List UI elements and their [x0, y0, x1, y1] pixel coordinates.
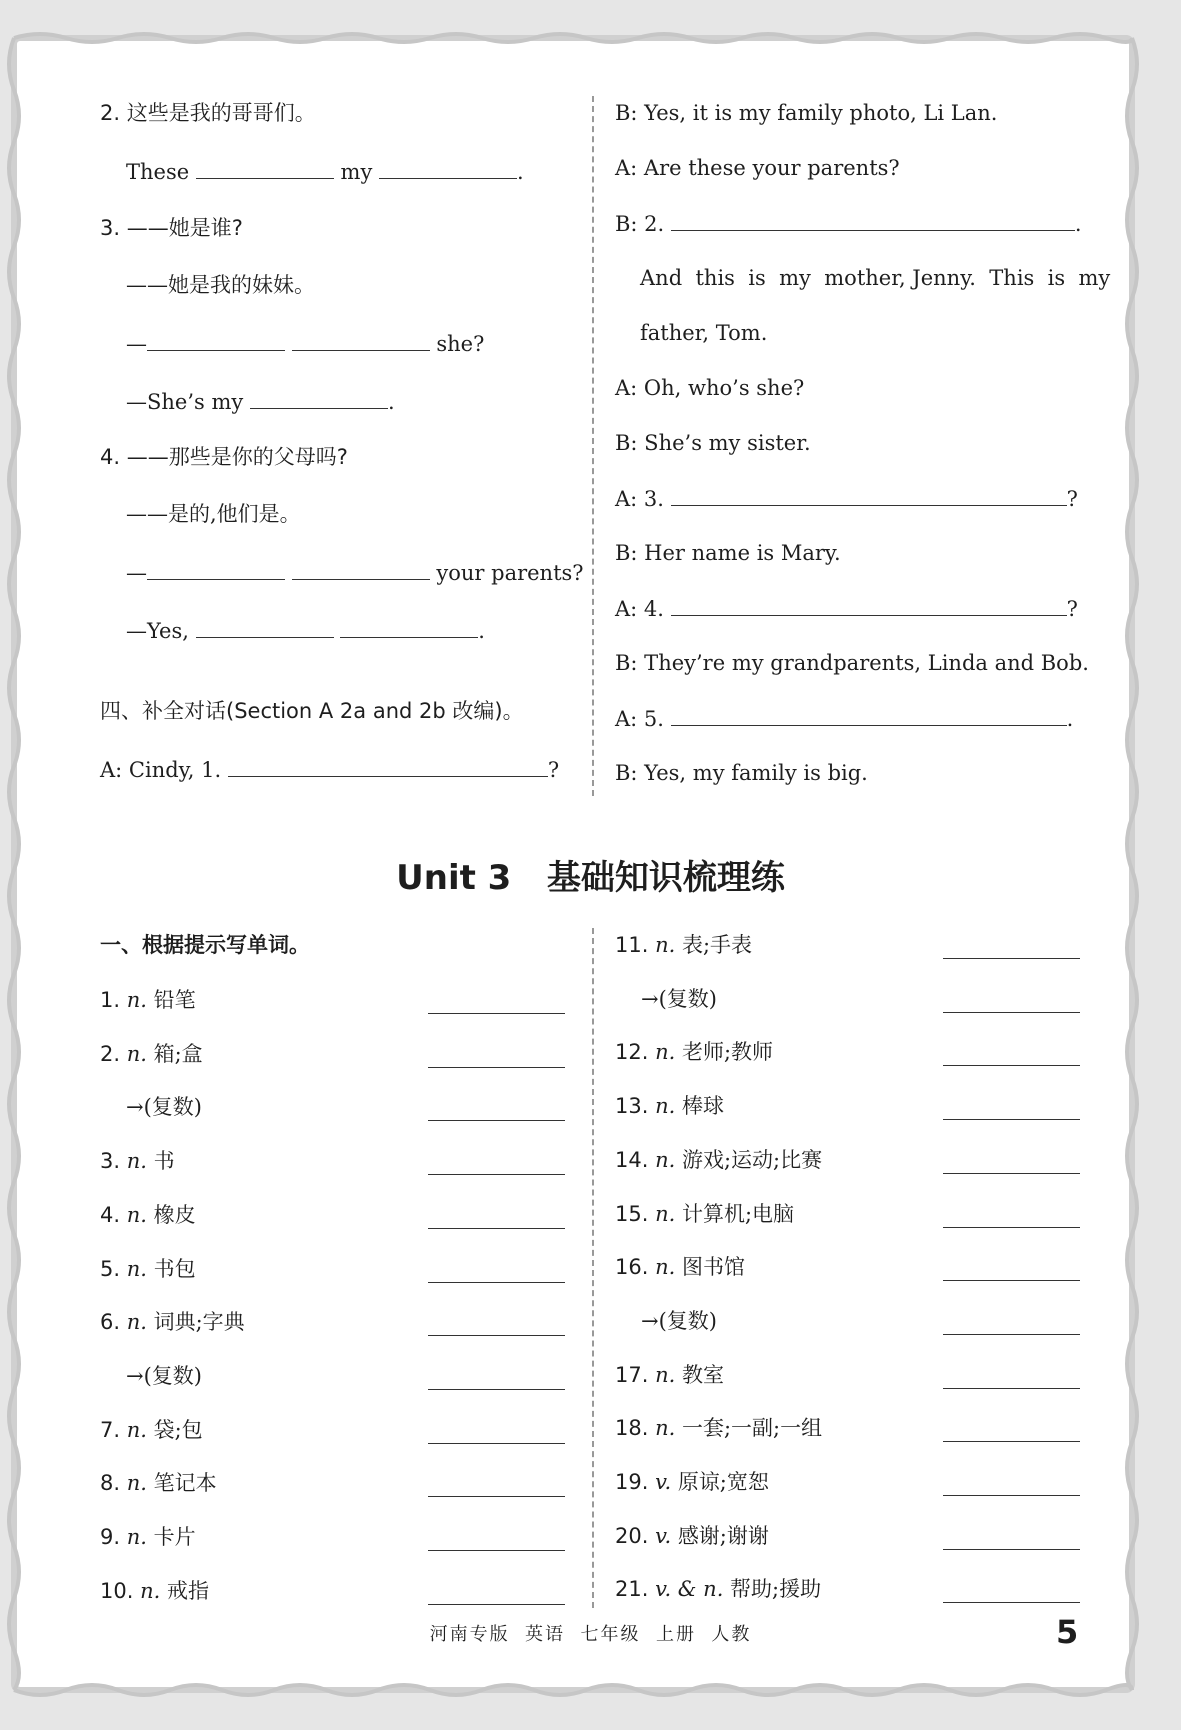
vocab-answer-line[interactable]	[428, 1387, 565, 1390]
vocab-item	[615, 1574, 821, 1604]
vocab-item-text: →(复数)	[126, 1095, 202, 1120]
vocab-item	[100, 1415, 203, 1445]
vocab-item	[100, 1039, 203, 1069]
page-number: 5	[1056, 1613, 1079, 1651]
vocab-item-number: 21.	[615, 1577, 656, 1602]
vocab-item-text: 书包	[153, 1256, 196, 1281]
vocab-item-pos: n.	[126, 1525, 154, 1549]
column-divider-bottom	[592, 928, 594, 1608]
vocab-item-number: 8.	[100, 1471, 127, 1496]
vocab-item-number: 6.	[100, 1310, 127, 1335]
dialog-b3: B: She’s my sister.	[615, 431, 811, 455]
vocab-item	[100, 1522, 196, 1552]
vocab-item-text: →(复数)	[126, 1363, 202, 1388]
vocab-item	[641, 1306, 717, 1336]
vocab-item-text: 原谅;宽恕	[677, 1470, 769, 1494]
vocab-item-pos: v. & n.	[655, 1577, 731, 1602]
vocab-answer-line[interactable]	[428, 1602, 565, 1605]
footer: 河南专版 英语 七年级 上册 人教	[429, 1624, 752, 1645]
vocab-answer-line[interactable]	[943, 956, 1080, 959]
vocab-item-number: 17.	[615, 1362, 656, 1387]
unit-title: Unit 3 基础知识梳理练	[396, 858, 785, 898]
vocab-item	[100, 1307, 245, 1337]
vocab-item-pos: n.	[126, 1256, 154, 1281]
vocab-item-text: 游戏;运动;比赛	[681, 1147, 823, 1172]
vocab-item-text: 橡皮	[153, 1202, 196, 1227]
dialog-a5: A: 4. ?	[615, 593, 1078, 624]
vocab-item-text: →(复数)	[641, 1308, 717, 1333]
vocab-item	[641, 984, 717, 1014]
vocab-section-title: 一、根据提示写单词。	[100, 933, 310, 957]
dialog-a1: A: Cindy, 1. ?	[100, 754, 559, 785]
vocab-item-pos: n.	[655, 1040, 682, 1065]
vocab-item	[126, 1092, 202, 1122]
vocab-answer-line[interactable]	[428, 1065, 565, 1068]
vocab-item	[100, 1468, 217, 1498]
dialog-a4: A: 3. ?	[615, 483, 1078, 514]
vocab-item-text: 感谢;谢谢	[677, 1523, 769, 1548]
vocab-item	[615, 1199, 794, 1229]
vocab-item-pos: n.	[126, 1471, 154, 1496]
vocab-item	[615, 1467, 769, 1497]
q3-blank-2[interactable]	[292, 328, 430, 351]
dialog-a3: A: Oh, who’s she?	[615, 376, 805, 400]
vocab-answer-line[interactable]	[428, 1172, 565, 1175]
dialog-b4: B: Her name is Mary.	[615, 541, 841, 565]
q4-chinese: 4. ——那些是你的父母吗?	[100, 445, 348, 469]
vocab-item-number: 20.	[615, 1523, 656, 1548]
q3-blank-1[interactable]	[147, 328, 285, 351]
vocab-item-number: 19.	[615, 1470, 656, 1494]
q4-english-2: —Yes, .	[126, 615, 485, 646]
vocab-item-pos: n.	[126, 988, 154, 1012]
column-divider-top	[592, 96, 594, 796]
vocab-item-text: 教室	[681, 1362, 724, 1387]
vocab-item	[615, 1360, 724, 1390]
vocab-item-text: →(复数)	[641, 986, 717, 1011]
vocab-item-text: 词典;字典	[153, 1310, 245, 1335]
vocab-item	[100, 1146, 175, 1176]
vocab-item	[615, 1091, 724, 1121]
vocab-item	[615, 1413, 822, 1443]
q3-blank-3[interactable]	[250, 386, 388, 409]
vocab-answer-line[interactable]	[428, 1011, 565, 1014]
q3-chinese-2: ——她是我的妹妹。	[126, 273, 315, 297]
vocab-item-text: 书	[153, 1149, 175, 1174]
vocab-item	[615, 1521, 769, 1551]
vocab-answer-line[interactable]	[943, 1117, 1080, 1120]
vocab-answer-line[interactable]	[428, 1494, 565, 1497]
vocab-answer-line[interactable]	[428, 1548, 565, 1551]
dialog-blank-1[interactable]	[228, 754, 548, 777]
q3-english: — she?	[126, 328, 484, 359]
q3-english-2: —She’s my .	[126, 386, 395, 417]
vocab-item-pos: n.	[655, 1201, 682, 1226]
q2-chinese: 2. 这些是我的哥哥们。	[100, 101, 316, 125]
dialog-b1: B: Yes, it is my family photo, Li Lan.	[615, 101, 998, 125]
vocab-item-text: 老师;教师	[681, 1040, 774, 1065]
vocab-answer-line[interactable]	[428, 1441, 565, 1444]
vocab-item	[100, 1576, 209, 1606]
dialog-b2: B: 2. .	[615, 208, 1082, 239]
vocab-item	[615, 1037, 773, 1067]
q4-english: — your parents?	[126, 557, 584, 588]
vocab-item-text: 棒球	[681, 1094, 724, 1119]
vocab-answer-line[interactable]	[943, 1010, 1080, 1013]
vocab-item	[126, 1361, 202, 1391]
vocab-answer-line[interactable]	[428, 1226, 565, 1229]
vocab-answer-line[interactable]	[943, 1332, 1080, 1335]
vocab-answer-line[interactable]	[943, 1600, 1080, 1603]
vocab-item-text: 帮助;援助	[730, 1577, 822, 1602]
vocab-item-pos: n.	[126, 1149, 154, 1174]
vocab-item-number: 7.	[100, 1417, 127, 1442]
vocab-item-number: 1.	[100, 988, 127, 1012]
vocab-item-number: 15.	[615, 1201, 656, 1226]
vocab-item-pos: v.	[655, 1470, 678, 1494]
vocab-answer-line[interactable]	[428, 1280, 565, 1283]
dialog-b5: B: They’re my grandparents, Linda and Bob.	[615, 651, 1089, 675]
vocab-item-text: 袋;包	[153, 1417, 203, 1442]
vocab-item-number: 9.	[100, 1525, 127, 1549]
vocab-item-pos: n.	[655, 1255, 682, 1280]
vocab-answer-line[interactable]	[943, 1278, 1080, 1281]
dialog-b2-cont-1: And this is my mother, Jenny. This is my	[640, 266, 1111, 290]
dialog-b6: B: Yes, my family is big.	[615, 761, 868, 785]
dialog-a2: A: Are these your parents?	[615, 156, 900, 180]
q3-chinese: 3. ——她是谁?	[100, 216, 243, 240]
vocab-item	[615, 1145, 822, 1175]
q2-english: These my .	[126, 156, 524, 187]
q4-blank-2[interactable]	[292, 557, 430, 580]
vocab-item-text: 一套;一副;一组	[681, 1416, 823, 1441]
vocab-item-number: 11.	[615, 933, 656, 957]
vocab-item-number: 5.	[100, 1256, 127, 1281]
vocab-item-text: 铅笔	[153, 988, 196, 1012]
vocab-answer-line[interactable]	[428, 1118, 565, 1121]
vocab-item-text: 笔记本	[153, 1471, 217, 1496]
vocab-item	[100, 1254, 196, 1284]
dialog-a6: A: 5. .	[615, 703, 1073, 734]
vocab-item	[100, 985, 196, 1015]
dialog-blank-2[interactable]	[671, 208, 1075, 231]
vocab-item-number: 3.	[100, 1149, 127, 1174]
vocab-item-number: 18.	[615, 1416, 656, 1441]
vocab-item-text: 戒指	[166, 1578, 209, 1603]
vocab-item-number: 13.	[615, 1094, 656, 1119]
vocab-answer-line[interactable]	[943, 1063, 1080, 1066]
dialog-blank-5[interactable]	[671, 703, 1067, 726]
vocab-item-pos: n.	[126, 1041, 154, 1066]
vocab-item-text: 计算机;电脑	[681, 1201, 795, 1226]
vocab-item-text: 图书馆	[681, 1255, 745, 1280]
vocab-item-pos: n.	[655, 1416, 682, 1441]
vocab-item-pos: n.	[655, 1147, 682, 1172]
dialog-blank-4[interactable]	[671, 593, 1067, 616]
vocab-item-number: 2.	[100, 1041, 127, 1066]
vocab-answer-line[interactable]	[943, 1547, 1080, 1550]
dialog-blank-3[interactable]	[671, 483, 1067, 506]
vocab-item-text: 箱;盒	[153, 1041, 203, 1066]
vocab-item	[615, 1252, 745, 1282]
vocab-item-pos: n.	[126, 1202, 154, 1227]
q4-blank-3[interactable]	[196, 615, 334, 638]
vocab-item-pos: n.	[140, 1578, 167, 1603]
vocab-answer-line[interactable]	[428, 1333, 565, 1336]
vocab-answer-line[interactable]	[943, 1493, 1080, 1496]
q4-blank-1[interactable]	[147, 557, 285, 580]
section-4-title: 四、补全对话(Section A 2a and 2b 改编)。	[100, 699, 524, 723]
vocab-item-text: 卡片	[153, 1525, 196, 1549]
q2-blank-2[interactable]	[379, 156, 517, 179]
vocab-answer-line[interactable]	[943, 1386, 1080, 1389]
vocab-answer-line[interactable]	[943, 1225, 1080, 1228]
vocab-item-number: 12.	[615, 1040, 656, 1065]
vocab-item-pos: n.	[655, 933, 682, 957]
vocab-answer-line[interactable]	[943, 1439, 1080, 1442]
q2-blank-1[interactable]	[196, 156, 334, 179]
vocab-item-pos: n.	[126, 1417, 154, 1442]
vocab-answer-line[interactable]	[943, 1171, 1080, 1174]
vocab-item-text: 表;手表	[681, 933, 753, 957]
vocab-item-number: 14.	[615, 1147, 656, 1172]
vocab-item-pos: n.	[126, 1310, 154, 1335]
vocab-item-number: 4.	[100, 1202, 127, 1227]
vocab-item	[100, 1200, 196, 1230]
q4-chinese-2: ——是的,他们是。	[126, 502, 301, 526]
vocab-item-number: 10.	[100, 1578, 141, 1603]
q4-blank-4[interactable]	[340, 615, 478, 638]
dialog-b2-cont-2: father, Tom.	[640, 321, 768, 345]
vocab-item-pos: v.	[655, 1523, 678, 1548]
vocab-item-number: 16.	[615, 1255, 656, 1280]
vocab-item-pos: n.	[655, 1362, 682, 1387]
vocab-item	[615, 930, 752, 960]
vocab-item-pos: n.	[655, 1094, 682, 1119]
